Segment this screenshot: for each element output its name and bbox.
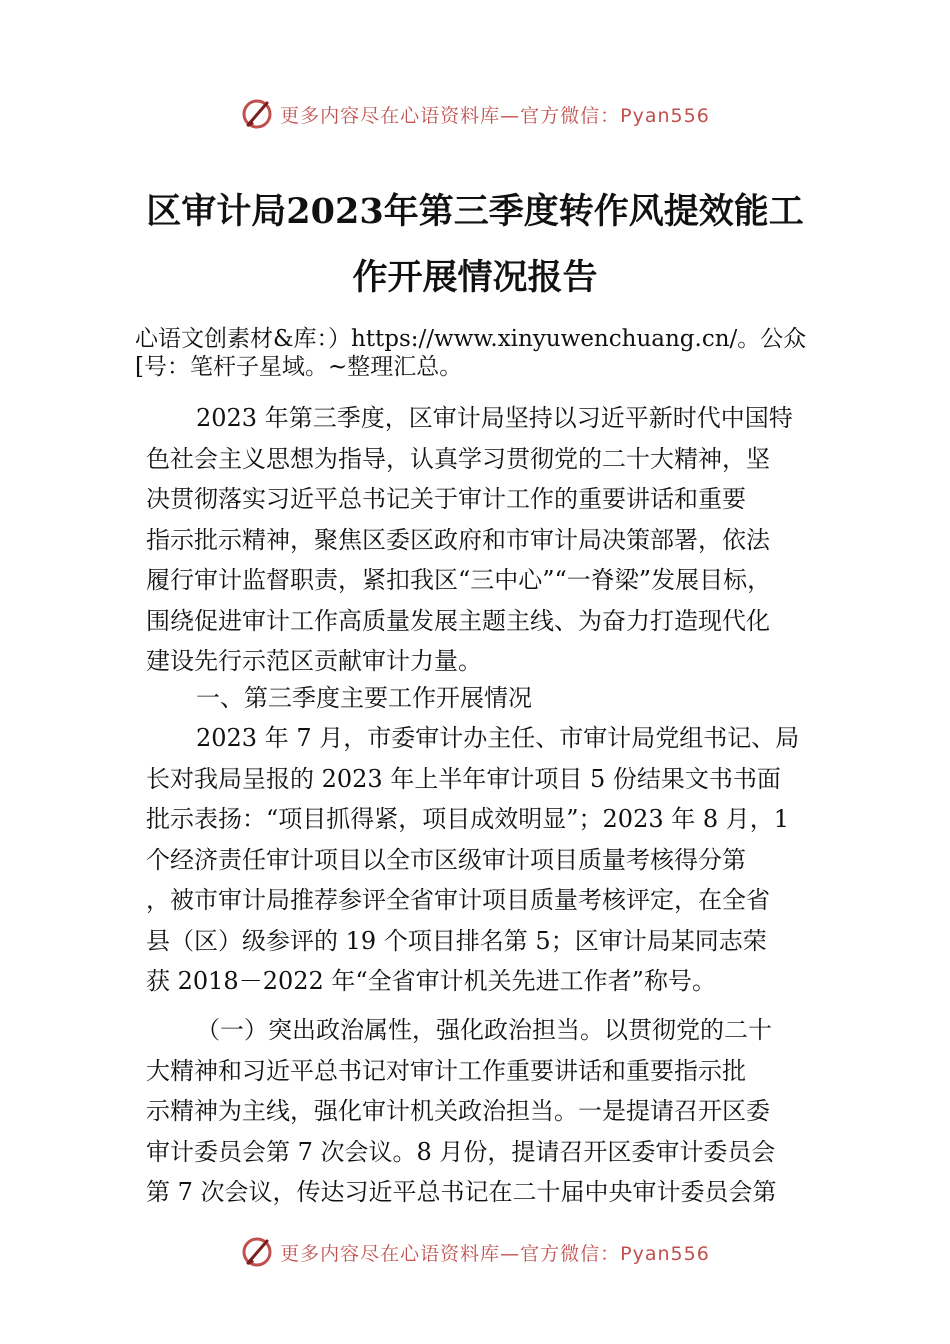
wechat-id: Pyan556: [620, 104, 710, 127]
paragraph-line: 第 7 次会议，传达习近平总书记在二十届中央审计委员会第: [146, 1178, 777, 1206]
pen-logo-icon: [240, 1235, 274, 1269]
footer-banner: [0, 1232, 950, 1272]
paragraph-line: 2023 年第三季度，区审计局坚持以习近平新时代中国特: [196, 404, 793, 432]
header-banner: [0, 94, 950, 134]
source-note-line-1: 心语文创素材&库：）https://www.xinyuwenchuang.cn/。公众: [135, 326, 807, 352]
source-note-line-2: [号：笔杆子星域。~整理汇总。: [135, 354, 463, 380]
paragraph-line: 大精神和习近平总书记对审计工作重要讲话和重要指示批: [146, 1056, 746, 1085]
banner-label: 更多内容尽在心语资料库—官方微信：: [280, 1242, 621, 1265]
paragraph-line: 建设先行示范区贡献审计力量。: [146, 647, 482, 675]
paragraph-line: 围绕促进审计工作高质量发展主题主线、为奋力打造现代化: [146, 606, 770, 635]
subsection1-paragraph: [146, 1010, 816, 1213]
wechat-id: Pyan556: [620, 1242, 710, 1265]
banner-text: [280, 1239, 710, 1266]
pen-logo-icon: [240, 97, 274, 131]
paragraph-line: 指示批示精神，聚焦区委区政府和市审计局决策部署，依法: [146, 525, 770, 554]
paragraph-line: 2023 年 7 月，市委审计办主任、市审计局党组书记、局: [196, 724, 800, 752]
paragraph-line: 审计委员会第 7 次会议。8 月份，提请召开区委审计委员会: [146, 1137, 776, 1166]
paragraph-line: 示精神为主线，强化审计机关政治担当。一是提请召开区委: [146, 1097, 770, 1125]
paragraph-line: 决贯彻落实习近平总书记关于审计工作的重要讲话和重要: [146, 485, 746, 513]
paragraph-line: 获 2018－2022 年“全省审计机关先进工作者”称号。: [146, 967, 716, 995]
paragraph-line: （一）突出政治属性，强化政治担当。以贯彻党的二十: [196, 1016, 772, 1044]
document-title-line-1: 区审计局2023年第三季度转作风提效能工: [146, 191, 804, 232]
paragraph-line: 长对我局呈报的 2023 年上半年审计项目 5 份结果文书书面: [146, 764, 781, 793]
paragraph-line: 县（区）级参评的 19 个项目排名第 5；区审计局某同志荣: [146, 926, 767, 955]
intro-paragraph: [146, 398, 816, 682]
paragraph-line: 个经济责任审计项目以全市区级审计项目质量考核得分第: [146, 845, 746, 874]
paragraph-line: 履行审计监督职责，紧扣我区“三中心”“一脊梁”发展目标，: [146, 566, 772, 594]
paragraph-line: 批示表扬：“项目抓得紧，项目成效明显”；2023 年 8 月，1: [146, 805, 790, 833]
paragraph-line: ，被市审计局推荐参评全省审计项目质量考核评定，在全省: [146, 886, 770, 914]
section-heading: [146, 678, 816, 719]
section1-paragraph: [146, 718, 816, 1002]
document-title-line-2: 作开展情况报告: [352, 257, 598, 298]
banner-text: [280, 101, 710, 128]
paragraph-line: 色社会主义思想为指导，认真学习贯彻党的二十大精神，坚: [146, 444, 770, 473]
banner-label: 更多内容尽在心语资料库—官方微信：: [280, 104, 621, 127]
section-heading-text: 一、第三季度主要工作开展情况: [196, 684, 532, 712]
